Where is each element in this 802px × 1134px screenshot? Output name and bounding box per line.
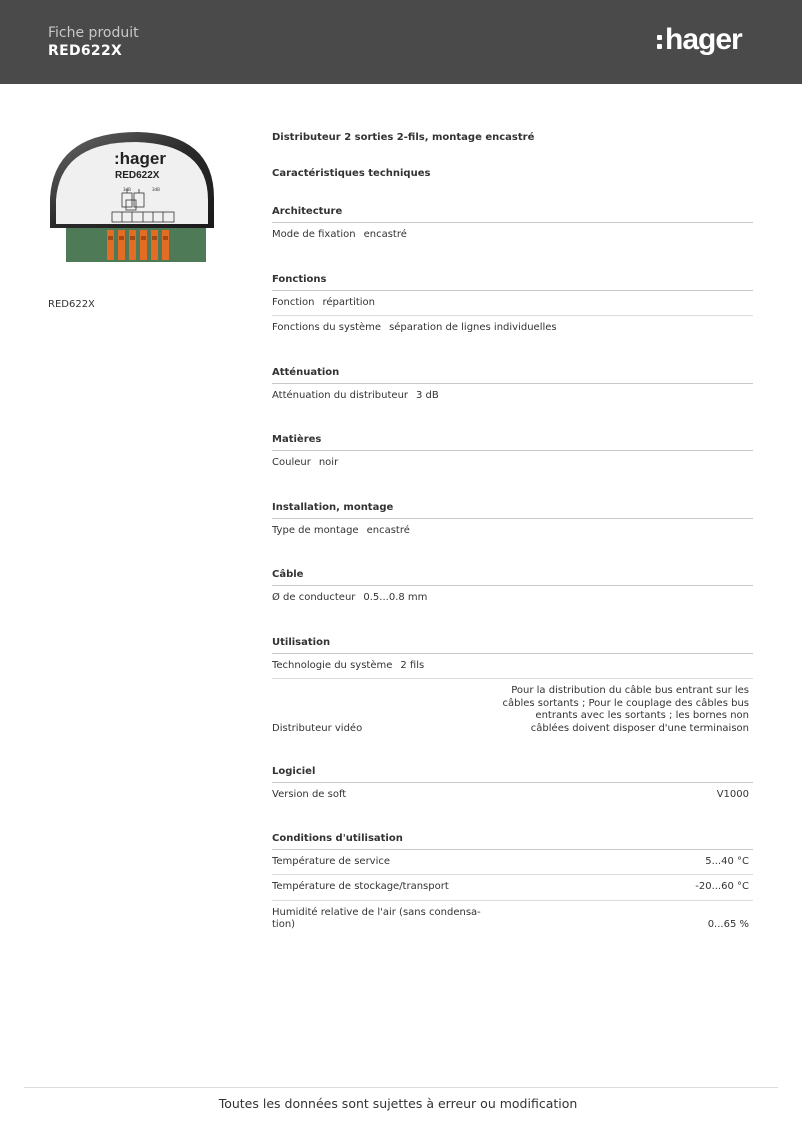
spec-value: 2 fils — [400, 659, 425, 671]
spec-row — [272, 519, 753, 544]
section-fonctions — [272, 266, 753, 341]
section-title: Câble — [272, 561, 753, 586]
spec-row — [272, 875, 753, 901]
product-db-label-right: 3dB — [152, 187, 160, 192]
spec-value: noir — [318, 457, 339, 468]
spec-value: 0.5...0.8 mm — [363, 592, 428, 603]
spec-label: Atténuation du distributeur — [272, 389, 409, 401]
section-logiciel — [272, 758, 753, 808]
section-cable — [272, 561, 753, 611]
page-header — [0, 0, 802, 84]
section-utilisation — [272, 629, 753, 742]
section-conditions — [272, 825, 753, 938]
product-db-label-left: 3dB — [123, 187, 131, 192]
header-title: RED622X — [48, 43, 123, 59]
tech-characteristics-title: Caractéristiques techniques — [272, 168, 431, 179]
spec-label: Technologie du système — [272, 659, 393, 671]
spec-label: Température de service — [272, 855, 391, 867]
spec-value: 5...40 °C — [705, 855, 749, 867]
hager-logo — [657, 24, 742, 56]
product-description: Distributeur 2 sorties 2-fils, montage encastré — [272, 132, 535, 143]
spec-row — [272, 901, 753, 938]
page-footer: Toutes les données sont sujettes à erreur ou modification — [218, 1096, 578, 1111]
spec-value: 0...65 % — [707, 919, 749, 930]
section-title: Fonctions — [272, 266, 753, 291]
spec-label: Température de stockage/transport — [272, 881, 449, 892]
product-image-caption: RED622X — [48, 299, 95, 310]
logo-dots-icon — [657, 35, 662, 49]
spec-row — [272, 654, 753, 680]
spec-label: Fonction — [272, 296, 315, 308]
spec-row — [272, 783, 753, 808]
spec-value: encastré — [363, 229, 407, 240]
spec-value: -20...60 °C — [695, 881, 749, 892]
section-title: Architecture — [272, 198, 753, 223]
spec-label: Fonctions du système — [272, 322, 382, 333]
section-title: Logiciel — [272, 758, 753, 783]
section-matieres — [272, 426, 753, 476]
spec-value: Pour la distribution du câble bus entrant sur les câbles sortants ; Pour le couplage des câbles bus entrants avec les sortants ; les bornes non câblées doivent disposer d'une terminaison — [502, 685, 749, 734]
spec-row — [272, 384, 753, 409]
spec-row — [272, 679, 753, 741]
product-image — [48, 130, 214, 264]
section-title: Matières — [272, 426, 753, 451]
section-title: Atténuation — [272, 359, 753, 384]
spec-value: encastré — [366, 524, 410, 536]
product-brand-text: :hager — [114, 149, 166, 168]
section-architecture — [272, 198, 753, 248]
spec-label: Distributeur vidéo — [272, 722, 363, 734]
spec-label: Ø de conducteur — [272, 592, 356, 603]
section-installation — [272, 494, 753, 544]
spec-row — [272, 586, 753, 611]
spec-value: 3 dB — [416, 389, 439, 401]
section-attenuation — [272, 359, 753, 409]
spec-value: répartition — [322, 296, 376, 308]
spec-row — [272, 850, 753, 876]
spec-row — [272, 291, 753, 317]
section-title: Conditions d'utilisation — [272, 825, 753, 850]
spec-label: Couleur — [272, 457, 311, 468]
spec-label: Version de soft — [272, 789, 347, 800]
spec-label: Type de montage — [272, 524, 359, 536]
section-title: Installation, montage — [272, 494, 753, 519]
product-specs — [272, 128, 753, 938]
spec-label: Mode de fixation — [272, 229, 356, 240]
header-subtitle: Fiche produit — [48, 25, 139, 41]
section-title: Utilisation — [272, 629, 753, 654]
spec-row — [272, 316, 753, 341]
spec-value: V1000 — [716, 789, 749, 800]
spec-label: Humidité relative de l'air (sans condensa-tion) — [272, 906, 481, 930]
spec-row — [272, 223, 753, 248]
spec-row — [272, 451, 753, 476]
spec-value: séparation de lignes individuelles — [389, 322, 557, 333]
product-model-text: RED622X — [115, 170, 160, 181]
footer-divider — [24, 1087, 778, 1088]
logo-wordmark: hager — [665, 23, 742, 56]
